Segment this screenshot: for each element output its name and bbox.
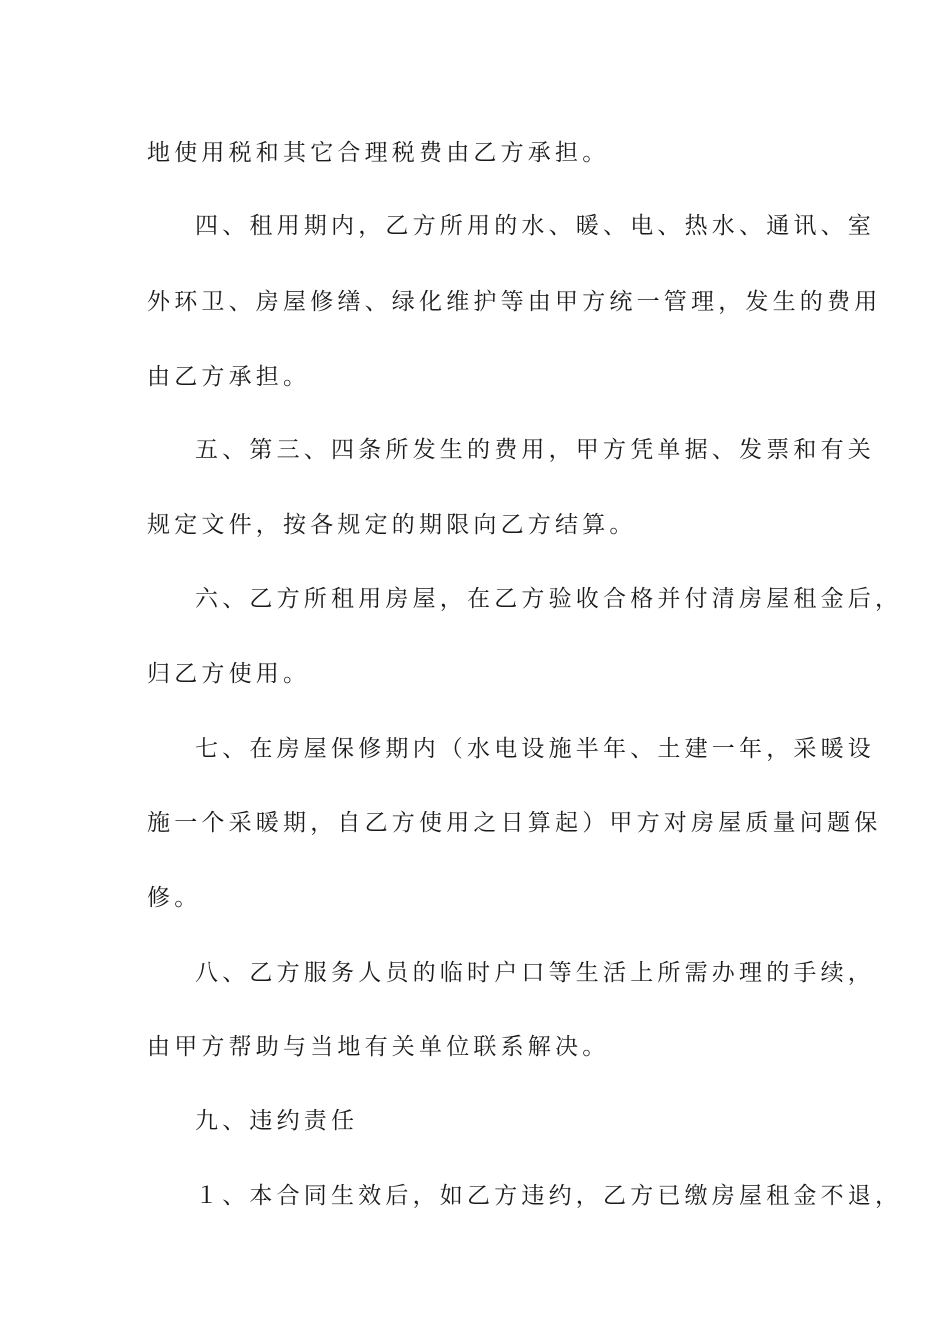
clause-4-line-1: 四、租用期内，乙方所用的水、暖、电、热水、通讯、室 xyxy=(195,213,875,239)
text-line: 地使用税和其它合理税费由乙方承担。 xyxy=(147,140,610,166)
clause-6-line-1: 六、乙方所租用房屋，在乙方验收合格并付清房屋租金后， xyxy=(195,586,903,612)
clause-4-line-3: 由乙方承担。 xyxy=(147,364,311,390)
clause-7-line-1: 七、在房屋保修期内（水电设施半年、土建一年，采暖设 xyxy=(195,736,875,762)
clause-8-line-2: 由甲方帮助与当地有关单位联系解决。 xyxy=(147,1034,610,1060)
clause-5-line-2: 规定文件，按各规定的期限向乙方结算。 xyxy=(147,512,637,538)
clause-5-line-1: 五、第三、四条所发生的费用，甲方凭单据、发票和有关 xyxy=(195,437,875,463)
clause-6-line-2: 归乙方使用。 xyxy=(147,661,311,687)
clause-8-line-1: 八、乙方服务人员的临时户口等生活上所需办理的手续， xyxy=(195,960,875,986)
clause-7-line-2: 施一个采暖期，自乙方使用之日算起）甲方对房屋质量问题保 xyxy=(147,810,882,836)
clause-9-heading: 九、违约责任 xyxy=(195,1108,359,1134)
clause-4-line-2: 外环卫、房屋修缮、绿化维护等由甲方统一管理，发生的费用 xyxy=(147,289,882,315)
clause-9-item-1: １、本合同生效后，如乙方违约，乙方已缴房屋租金不退， xyxy=(195,1183,903,1209)
clause-7-line-3: 修。 xyxy=(147,885,202,911)
